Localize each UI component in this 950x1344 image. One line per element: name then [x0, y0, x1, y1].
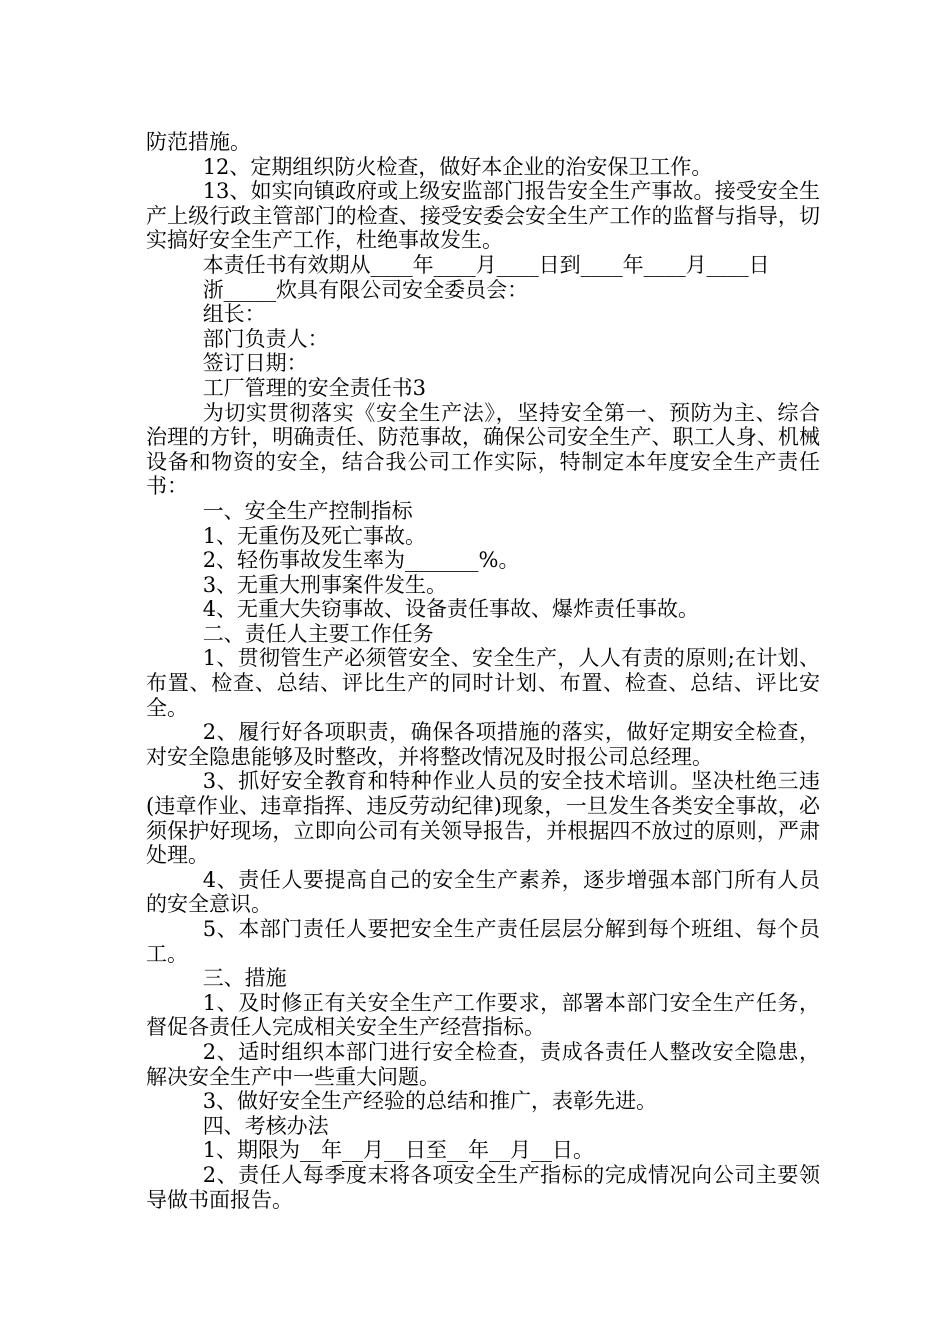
- measure-item-3: 3、做好安全生产经验的总结和推广，表彰先进。: [202, 1089, 658, 1114]
- validity-period-line: 本责任书有效期从____年____月____日到____年____月____日: [202, 252, 770, 277]
- section-title: 工厂管理的安全责任书3: [202, 375, 427, 400]
- measure-item-1: 1、及时修正有关安全生产工作要求，部署本部门安全生产任务，督促各责任人完成相关安全生产经营指标。: [146, 990, 820, 1040]
- department-head-line: 部门负责人：: [202, 326, 329, 351]
- task-item-3: 3、抓好安全教育和特种作业人员的安全技术培训。坚决杜绝三违(违章作业、违章指挥、违反劳动纪律)现象，一旦发生各类安全事故，必须保护好现场，立即向公司有关领导报告，并根据四不放过的原则，严肃处理。: [146, 769, 820, 868]
- team-leader-line: 组长：: [202, 302, 266, 327]
- task-item-1: 1、贯彻管生产必须管安全、安全生产，人人有责的原则;在计划、布置、检查、总结、评比生产的同时计划、布置、检查、总结、评比安全。: [146, 646, 820, 720]
- heading-measures: 三、措施: [202, 966, 287, 991]
- indicator-item-3: 3、无重大刑事案件发生。: [202, 572, 448, 597]
- company-committee-line: 浙_____炊具有限公司安全委员会：: [202, 277, 529, 302]
- signing-date-line: 签订日期：: [202, 351, 308, 376]
- intro-paragraph: 为切实贯彻落实《安全生产法》，坚持安全第一、预防为主、综合治理的方针，明确责任、防范事故，确保公司安全生产、职工人身、机械设备和物资的安全，结合我公司工作实际，特制定本年度安全生产责任书：: [146, 400, 820, 499]
- assessment-item-2: 2、责任人每季度末将各项安全生产指标的完成情况向公司主要领导做书面报告。: [146, 1162, 820, 1212]
- measure-item-2: 2、适时组织本部门进行安全检查，责成各责任人整改安全隐患，解决安全生产中一些重大问题。: [146, 1039, 820, 1089]
- indicator-item-1: 1、无重伤及死亡事故。: [202, 523, 427, 548]
- task-item-4: 4、责任人要提高自己的安全生产素养，逐步增强本部门所有人员的安全意识。: [146, 867, 820, 917]
- paragraph-continuation: 防范措施。: [146, 130, 251, 154]
- heading-assessment: 四、考核办法: [202, 1113, 329, 1138]
- heading-control-indicators: 一、安全生产控制指标: [202, 498, 413, 523]
- assessment-item-1: 1、期限为__年__月__日至__年__月__日。: [202, 1138, 595, 1163]
- paragraph-item-12: 12、定期组织防火检查，做好本企业的治安保卫工作。: [202, 154, 713, 179]
- indicator-item-4: 4、无重大失窃事故、设备责任事故、爆炸责任事故。: [202, 597, 700, 622]
- document-body: [146, 130, 820, 1212]
- task-item-2: 2、履行好各项职责，确保各项措施的落实，做好定期安全检查，对安全隐患能够及时整改，并将整改情况及时报公司总经理。: [146, 720, 820, 769]
- heading-main-tasks: 二、责任人主要工作任务: [202, 621, 434, 646]
- task-item-5: 5、本部门责任人要把安全生产责任层层分解到每个班组、每个员工。: [146, 917, 820, 966]
- paragraph-item-13: 13、如实向镇政府或上级安监部门报告安全生产事故。接受安全生产上级行政主管部门的检查、接受安委会安全生产工作的监督与指导，切实搞好安全生产工作，杜绝事故发生。: [146, 179, 820, 253]
- indicator-item-2: 2、轻伤事故发生率为_______%。: [202, 548, 520, 573]
